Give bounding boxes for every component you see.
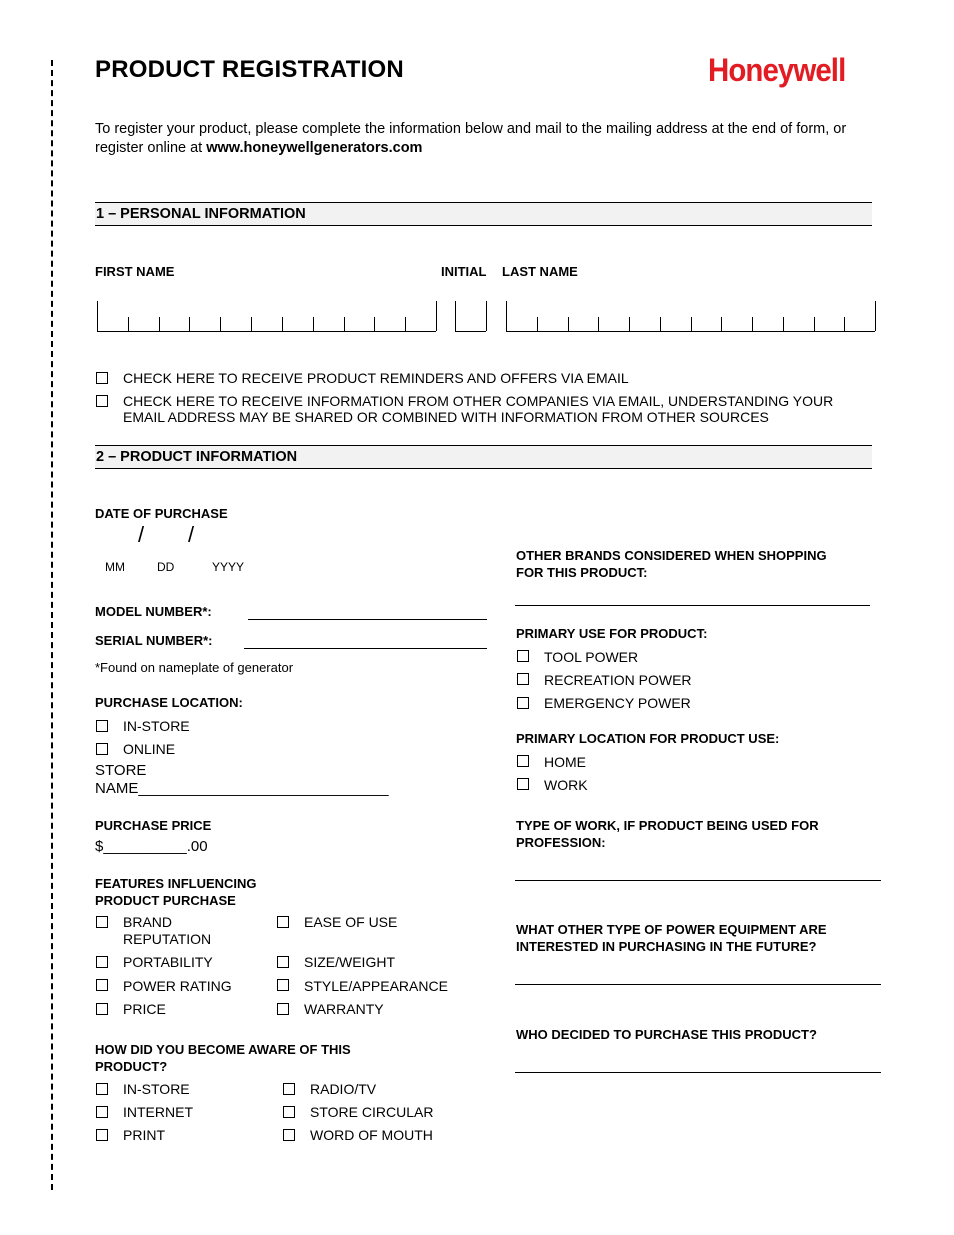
- home-label: HOME: [544, 754, 586, 770]
- character-box-divider: [159, 317, 160, 331]
- character-box-divider: [506, 301, 507, 331]
- character-box-divider: [251, 317, 252, 331]
- online-checkbox[interactable]: [96, 743, 108, 755]
- recreation-power-checkbox[interactable]: [517, 673, 529, 685]
- primary-location-label: PRIMARY LOCATION FOR PRODUCT USE:: [516, 731, 780, 746]
- character-box-divider: [486, 301, 487, 331]
- character-box-divider: [405, 317, 406, 331]
- purchase-location-label: PURCHASE LOCATION:: [95, 695, 243, 710]
- store-name-label: STORE: [95, 762, 147, 779]
- character-box-divider: [455, 301, 456, 331]
- day-field[interactable]: DD: [157, 560, 175, 574]
- size-weight-label: SIZE/WEIGHT: [304, 954, 395, 970]
- section-heading: 1 – PERSONAL INFORMATION: [96, 206, 306, 222]
- aware-internet-checkbox[interactable]: [96, 1106, 108, 1118]
- online-label: ONLINE: [123, 741, 176, 757]
- character-box-divider: [660, 317, 661, 331]
- email-offers-label: CHECK HERE TO RECEIVE PRODUCT REMINDERS AND OFFERS VIA EMAIL: [123, 370, 629, 386]
- section-heading: 2 – PRODUCT INFORMATION: [96, 449, 298, 465]
- nameplate-note: *Found on nameplate of generator: [95, 660, 294, 675]
- in-store-checkbox[interactable]: [96, 720, 108, 732]
- third-party-email-label-line2: EMAIL ADDRESS MAY BE SHARED OR COMBINED WITH INFORMATION FROM OTHER SOURCES: [123, 409, 769, 425]
- initial-field[interactable]: [455, 301, 486, 332]
- character-box-divider: [374, 317, 375, 331]
- features-label-line2: PRODUCT PURCHASE: [95, 893, 236, 908]
- page-title: PRODUCT REGISTRATION: [95, 56, 404, 83]
- last-name-label: LAST NAME: [502, 264, 578, 279]
- character-box-divider: [783, 317, 784, 331]
- section-product-information: [95, 445, 872, 469]
- power-rating-checkbox[interactable]: [96, 979, 108, 991]
- third-party-email-label-line1: CHECK HERE TO RECEIVE INFORMATION FROM OTHER COMPANIES VIA EMAIL, UNDERSTANDING YOUR: [123, 393, 834, 409]
- recreation-power-label: RECREATION POWER: [544, 672, 692, 688]
- awareness-label-line2: PRODUCT?: [95, 1059, 168, 1074]
- ease-of-use-label: EASE OF USE: [304, 914, 398, 930]
- character-box-divider: [814, 317, 815, 331]
- type-of-work-label-line2: PROFESSION:: [516, 835, 606, 850]
- date-separator: /: [188, 522, 195, 547]
- power-rating-label: POWER RATING: [123, 978, 232, 994]
- portability-checkbox[interactable]: [96, 956, 108, 968]
- character-box-divider: [189, 317, 190, 331]
- month-field[interactable]: MM: [105, 560, 125, 574]
- purchase-price-field[interactable]: $__________.00: [95, 838, 208, 855]
- ease-of-use-checkbox[interactable]: [277, 916, 289, 928]
- character-box-divider: [436, 301, 437, 331]
- features-label-line1: FEATURES INFLUENCING: [95, 876, 257, 891]
- size-weight-checkbox[interactable]: [277, 956, 289, 968]
- warranty-label: WARRANTY: [304, 1001, 384, 1017]
- character-box-divider: [844, 317, 845, 331]
- other-brands-label-line1: OTHER BRANDS CONSIDERED WHEN SHOPPING: [516, 548, 827, 563]
- style-appearance-label: STYLE/APPEARANCE: [304, 978, 448, 994]
- who-decided-label: WHO DECIDED TO PURCHASE THIS PRODUCT?: [516, 1027, 817, 1042]
- character-box-divider: [568, 317, 569, 331]
- portability-label: PORTABILITY: [123, 954, 213, 970]
- character-box-divider: [282, 317, 283, 331]
- aware-radio-tv-checkbox[interactable]: [283, 1083, 295, 1095]
- work-checkbox[interactable]: [517, 778, 529, 790]
- email-offers-checkbox[interactable]: [96, 372, 108, 384]
- primary-use-label: PRIMARY USE FOR PRODUCT:: [516, 626, 708, 641]
- serial-number-label: SERIAL NUMBER*:: [95, 633, 213, 648]
- other-brands-field[interactable]: [515, 605, 870, 606]
- price-label: PRICE: [123, 1001, 166, 1017]
- type-of-work-field[interactable]: [515, 880, 881, 881]
- character-box-divider: [691, 317, 692, 331]
- store-name-field[interactable]: NAME______________________________: [95, 780, 389, 797]
- other-brands-label-line2: FOR THIS PRODUCT:: [516, 565, 648, 580]
- character-box-divider: [537, 317, 538, 331]
- cut-line: [51, 60, 53, 1190]
- brand-reputation-checkbox[interactable]: [96, 916, 108, 928]
- type-of-work-label-line1: TYPE OF WORK, IF PRODUCT BEING USED FOR: [516, 818, 819, 833]
- aware-store-circular-checkbox[interactable]: [283, 1106, 295, 1118]
- home-checkbox[interactable]: [517, 755, 529, 767]
- initial-label: INITIAL: [441, 264, 487, 279]
- first-name-label: FIRST NAME: [95, 264, 175, 279]
- aware-print-checkbox[interactable]: [96, 1129, 108, 1141]
- warranty-checkbox[interactable]: [277, 1003, 289, 1015]
- section-personal-information: [95, 202, 872, 226]
- aware-word-of-mouth-label: WORD OF MOUTH: [310, 1127, 433, 1143]
- tool-power-label: TOOL POWER: [544, 649, 639, 665]
- aware-radio-tv-label: RADIO/TV: [310, 1081, 377, 1097]
- intro-text: [95, 120, 895, 158]
- brand-reputation-label-line2: REPUTATION: [123, 931, 212, 947]
- date-separator: /: [138, 522, 145, 547]
- character-box-divider: [220, 317, 221, 331]
- year-field[interactable]: YYYY: [212, 560, 245, 574]
- who-decided-field[interactable]: [515, 1072, 881, 1073]
- future-equipment-field[interactable]: [515, 984, 881, 985]
- model-number-label: MODEL NUMBER*:: [95, 604, 212, 619]
- intro-url-link[interactable]: www.honeywellgenerators.com: [206, 140, 423, 156]
- first-name-field[interactable]: [97, 301, 436, 332]
- character-box-divider: [598, 317, 599, 331]
- purchase-price-label: PURCHASE PRICE: [95, 818, 212, 833]
- character-box-divider: [875, 301, 876, 331]
- aware-internet-label: INTERNET: [123, 1104, 193, 1120]
- aware-word-of-mouth-checkbox[interactable]: [283, 1129, 295, 1141]
- in-store-label: IN-STORE: [123, 718, 190, 734]
- future-equipment-label-line2: INTERESTED IN PURCHASING IN THE FUTURE?: [516, 939, 817, 954]
- brand-reputation-label-line1: BRAND: [123, 914, 173, 930]
- character-box-divider: [313, 317, 314, 331]
- aware-in-store-checkbox[interactable]: [96, 1083, 108, 1095]
- emergency-power-checkbox[interactable]: [517, 697, 529, 709]
- date-of-purchase-label: DATE OF PURCHASE: [95, 506, 228, 521]
- honeywell-logo: Honeywell: [708, 52, 846, 88]
- intro-body: To register your product, please complete the information below and mail to the mailing address at the end of form, or register online at: [95, 121, 847, 156]
- price-checkbox[interactable]: [96, 1003, 108, 1015]
- serial-number-field[interactable]: [244, 648, 487, 649]
- last-name-field[interactable]: [506, 301, 875, 332]
- style-appearance-checkbox[interactable]: [277, 979, 289, 991]
- character-box-divider: [344, 317, 345, 331]
- character-box-divider: [752, 317, 753, 331]
- emergency-power-label: EMERGENCY POWER: [544, 695, 691, 711]
- tool-power-checkbox[interactable]: [517, 650, 529, 662]
- character-box-divider: [128, 317, 129, 331]
- aware-store-circular-label: STORE CIRCULAR: [310, 1104, 434, 1120]
- aware-print-label: PRINT: [123, 1127, 165, 1143]
- future-equipment-label-line1: WHAT OTHER TYPE OF POWER EQUIPMENT ARE: [516, 922, 827, 937]
- work-label: WORK: [544, 777, 588, 793]
- model-number-field[interactable]: [248, 619, 487, 620]
- aware-in-store-label: IN-STORE: [123, 1081, 190, 1097]
- awareness-label-line1: HOW DID YOU BECOME AWARE OF THIS: [95, 1042, 351, 1057]
- character-box-divider: [721, 317, 722, 331]
- third-party-email-checkbox[interactable]: [96, 395, 108, 407]
- character-box-divider: [629, 317, 630, 331]
- character-box-divider: [97, 301, 98, 331]
